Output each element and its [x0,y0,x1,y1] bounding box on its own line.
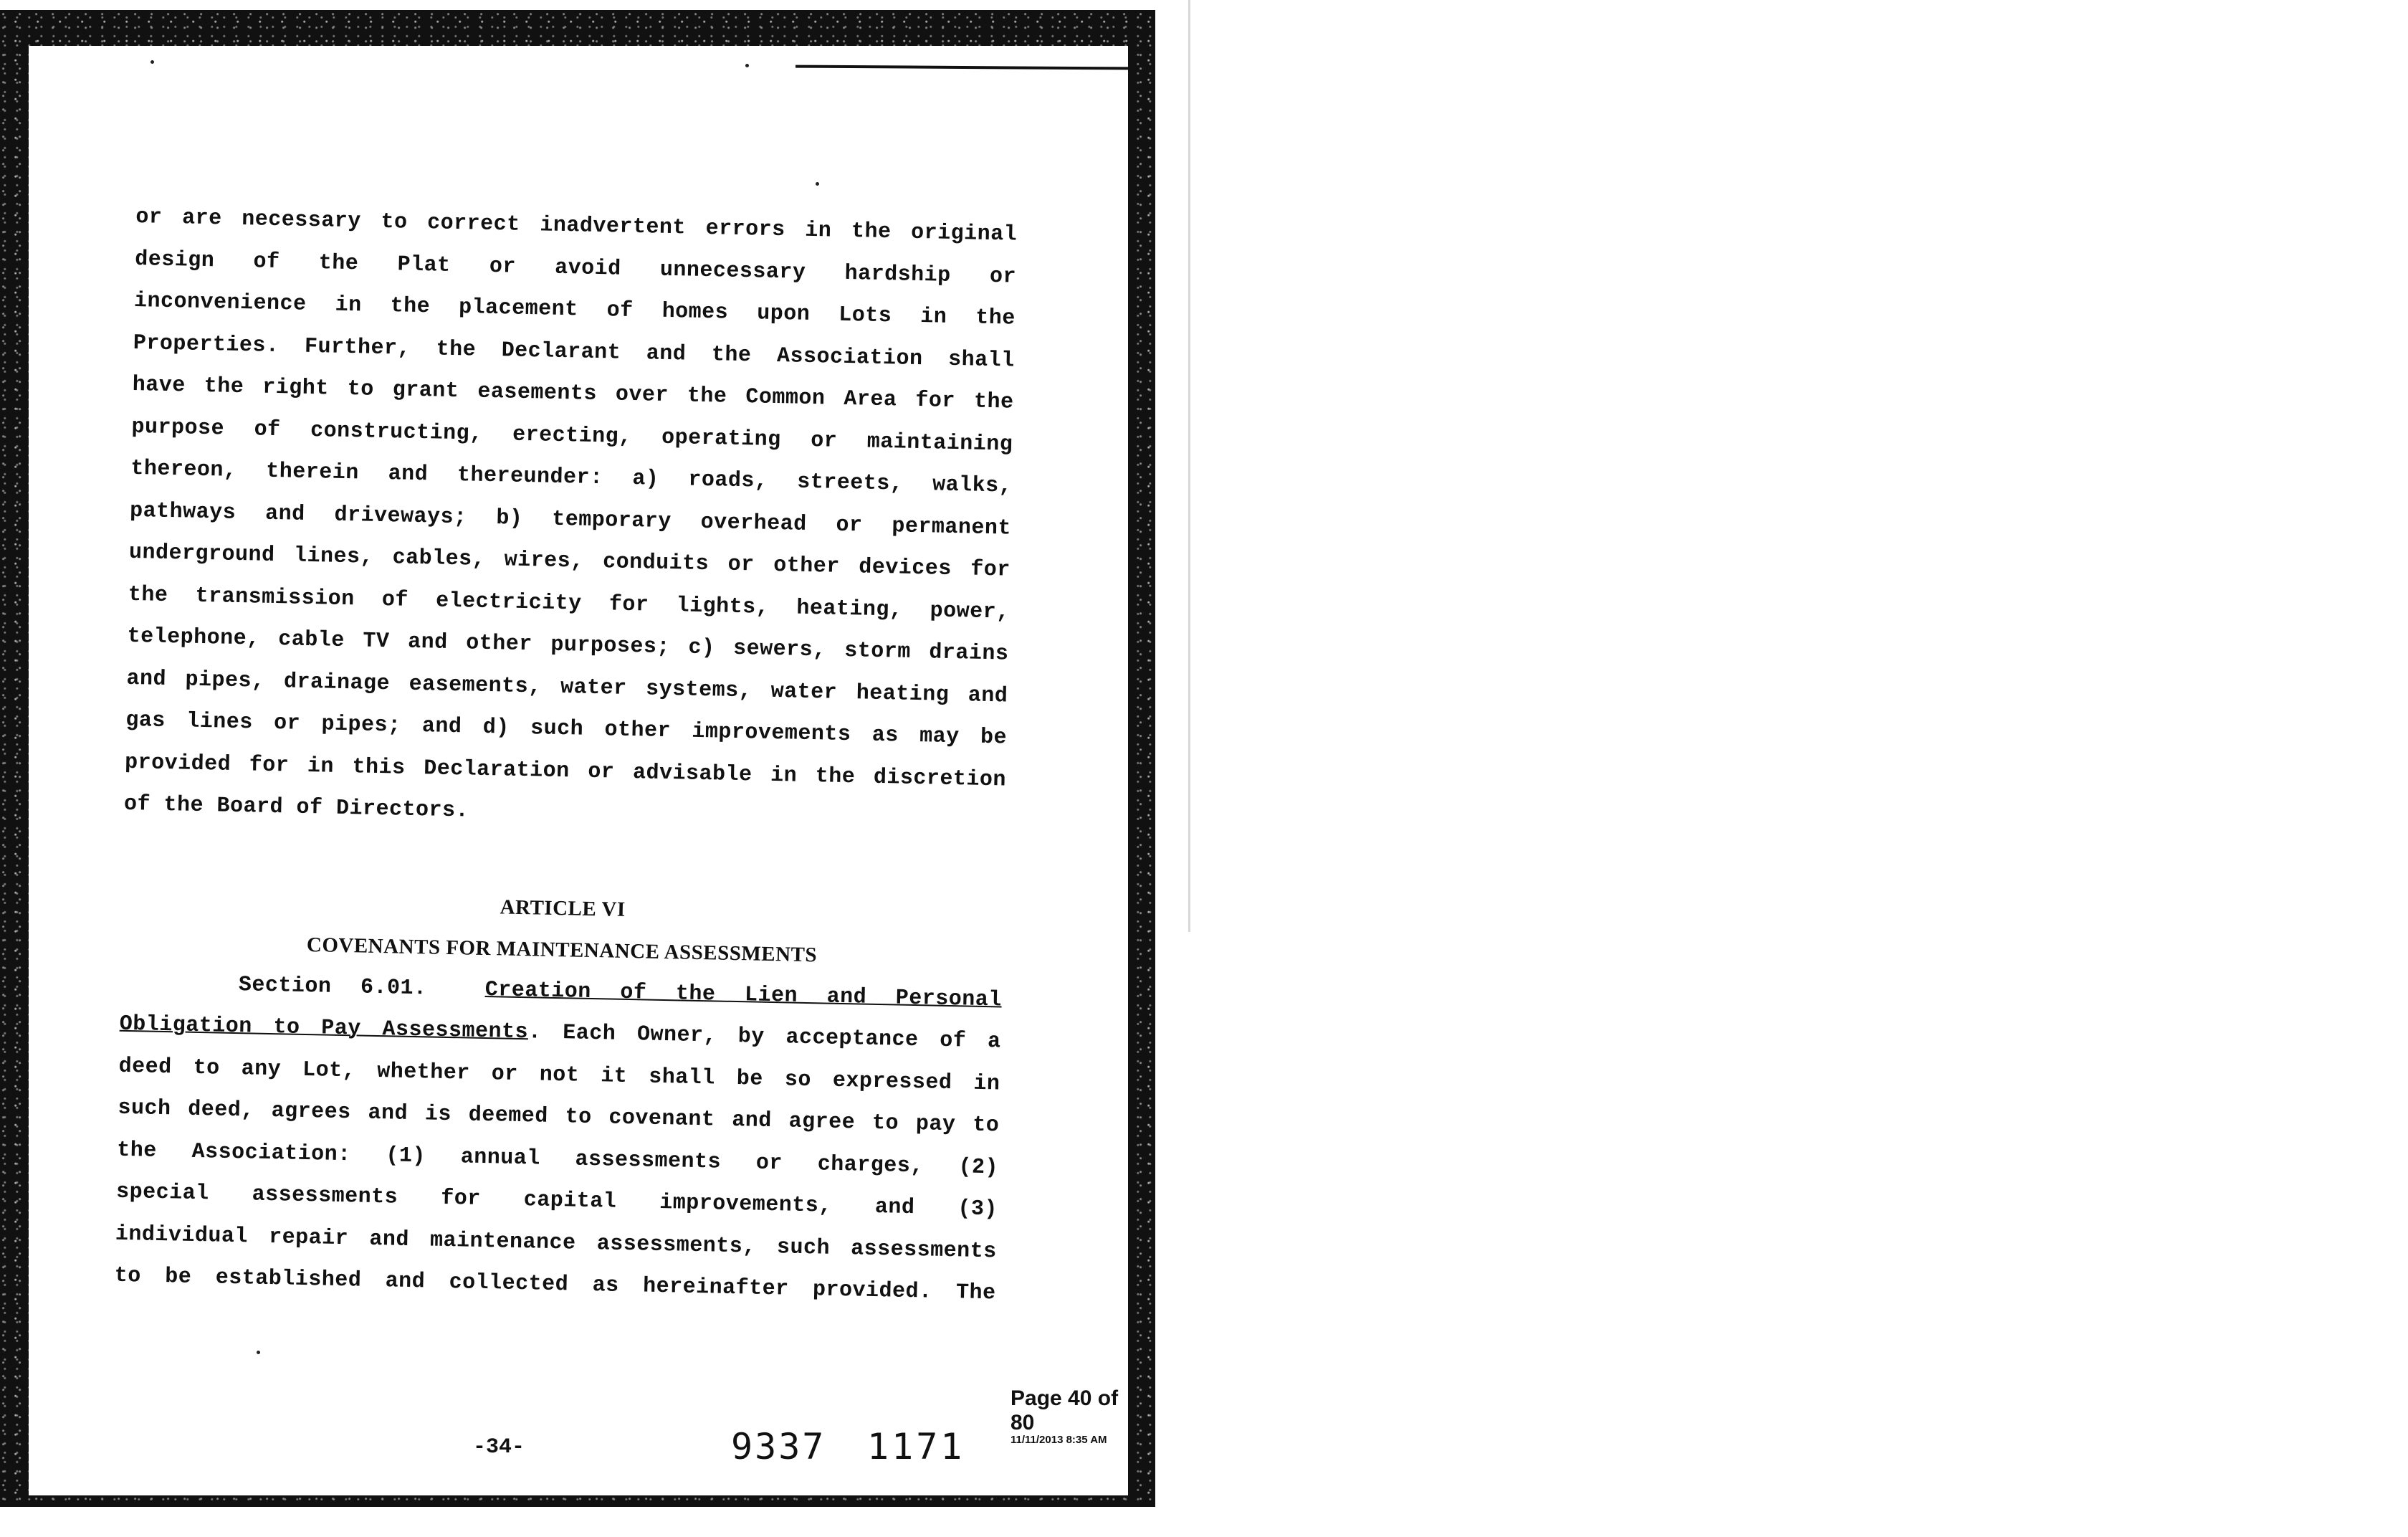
book-number: 9337 [731,1426,826,1467]
section-number: Section 6.01. [238,972,427,1001]
section-text-line: such deed, agrees and is deemed to covenant and agree to pay to [118,1095,1000,1138]
document-page [29,46,1128,1495]
speck [745,64,749,67]
text-line: purpose of constructing, erecting, operating or maintaining [131,414,1013,457]
scanned-page-border [0,10,1155,1507]
text-line: underground lines, cables, wires, conduits or other devices for [128,540,1011,583]
document-body [114,196,1018,1315]
page-stamp-timestamp: 11/11/2013 8:35 AM [1010,1434,1107,1446]
speck [257,1351,260,1354]
section-line-rest: . Each Owner, by acceptance of a [527,1020,1001,1055]
speck [150,60,154,64]
article-subtitle: COVENANTS FOR MAINTENANCE ASSESSMENTS [306,933,818,966]
text-line: telephone, cable TV and other purposes; c) sewers, storm drains [127,624,1009,667]
text-line: inconvenience in the placement of homes upon Lots in the [133,288,1016,331]
text-line: thereon, therein and thereunder: a) roads, streets, walks, [130,456,1013,499]
text-line: gas lines or pipes; and d) such other improvements as may be [125,708,1008,751]
scan-edge-line [1188,0,1190,932]
text-line: pathways and driveways; b) temporary overhead or permanent [129,498,1012,541]
text-line: or are necessary to correct inadvertent errors in the original [135,204,1018,247]
section-heading-part1: Creation of the Lien and Personal [484,977,1003,1012]
section-heading-part2: Obligation to Pay Assessments [119,1012,529,1045]
section-text-line: deed to any Lot, whether or not it shall be so expressed in [118,1054,1000,1096]
section-text-line: special assessments for capital improvements, and (3) [115,1179,998,1222]
header-rule [796,65,1128,70]
text-line: provided for in this Declaration or advisable in the discretion [124,750,1007,793]
section-text-line: to be established and collected as hereinafter provided. The [114,1263,996,1306]
page-number: -34- [473,1435,525,1460]
article-title: ARTICLE VI [500,895,626,921]
page-stamp [1010,1386,1128,1446]
speck [816,182,819,186]
section-text-line: the Association: (1) annual assessments or charges, (2) [116,1138,999,1180]
section-text-line: individual repair and maintenance assessments, such assessments [115,1222,998,1264]
page-stamp-text: Page 40 of 80 [1010,1386,1119,1434]
text-line: of the Board of Directors. [123,791,469,824]
text-line: the transmission of electricity for lights, heating, power, [128,582,1010,625]
text-line: have the right to grant easements over the Common Area for the [132,372,1014,415]
book-page-number: 1171 [867,1426,965,1467]
text-line: Properties. Further, the Declarant and the Association shall [133,330,1015,373]
text-line: and pipes, drainage easements, water systems, water heating and [126,666,1008,709]
text-line: design of the Plat or avoid unnecessary hardship or [134,247,1017,290]
